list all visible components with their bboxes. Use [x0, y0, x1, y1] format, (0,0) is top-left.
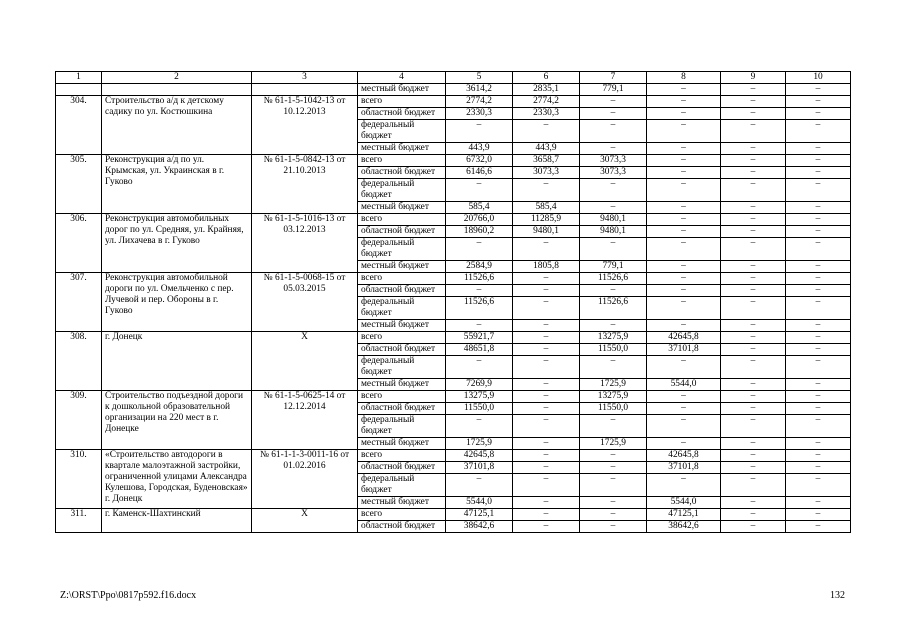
- amount-cell: 3658,7: [513, 155, 580, 167]
- amount-cell: –: [786, 438, 851, 450]
- amount-cell: –: [786, 120, 851, 143]
- amount-cell: –: [721, 120, 786, 143]
- amount-cell: –: [513, 344, 580, 356]
- amount-cell: –: [446, 415, 513, 438]
- budget-type: всего: [358, 214, 446, 226]
- amount-cell: –: [721, 96, 786, 108]
- column-header: 10: [786, 72, 851, 84]
- amount-cell: –: [446, 356, 513, 379]
- amount-cell: 11526,6: [580, 297, 647, 320]
- amount-cell: –: [513, 415, 580, 438]
- amount-cell: 585,4: [513, 202, 580, 214]
- amount-cell: –: [786, 450, 851, 462]
- budget-type: федеральный бюджет: [358, 238, 446, 261]
- table-row: [56, 450, 851, 462]
- amount-cell: –: [721, 509, 786, 521]
- amount-cell: –: [786, 379, 851, 391]
- budget-type: всего: [358, 273, 446, 285]
- amount-cell: 5544,0: [647, 379, 721, 391]
- budget-type: местный бюджет: [358, 143, 446, 155]
- row-number: 310.: [56, 450, 102, 509]
- amount-cell: –: [513, 509, 580, 521]
- object-name: г. Донецк: [102, 332, 252, 391]
- amount-cell: 3073,3: [580, 167, 647, 179]
- amount-cell: –: [580, 285, 647, 297]
- budget-type: всего: [358, 155, 446, 167]
- amount-cell: –: [580, 202, 647, 214]
- amount-cell: 3073,3: [513, 167, 580, 179]
- registration-number: Х: [252, 332, 358, 391]
- amount-cell: –: [721, 108, 786, 120]
- table-row: [56, 96, 851, 108]
- amount-cell: –: [786, 84, 851, 96]
- amount-cell: –: [721, 167, 786, 179]
- amount-cell: –: [513, 297, 580, 320]
- amount-cell: –: [647, 261, 721, 273]
- amount-cell: –: [647, 179, 721, 202]
- amount-cell: 1805,8: [513, 261, 580, 273]
- amount-cell: 48651,8: [446, 344, 513, 356]
- amount-cell: –: [580, 96, 647, 108]
- amount-cell: 11285,9: [513, 214, 580, 226]
- budget-type: всего: [358, 332, 446, 344]
- budget-type: областной бюджет: [358, 167, 446, 179]
- amount-cell: –: [647, 320, 721, 332]
- amount-cell: 3073,3: [580, 155, 647, 167]
- budget-type: федеральный бюджет: [358, 297, 446, 320]
- budget-type: местный бюджет: [358, 379, 446, 391]
- amount-cell: –: [721, 438, 786, 450]
- amount-cell: –: [721, 379, 786, 391]
- amount-cell: –: [786, 521, 851, 533]
- budget-type: федеральный бюджет: [358, 474, 446, 497]
- object-name: Реконструкция а/д по ул. Крымская, ул. Украинская в г. Гуково: [102, 155, 252, 214]
- amount-cell: –: [786, 155, 851, 167]
- row-number: 308.: [56, 332, 102, 391]
- amount-cell: 20766,0: [446, 214, 513, 226]
- budget-type: местный бюджет: [358, 202, 446, 214]
- amount-cell: 585,4: [446, 202, 513, 214]
- table-row: [56, 84, 851, 96]
- amount-cell: 1725,9: [446, 438, 513, 450]
- budget-type: областной бюджет: [358, 462, 446, 474]
- budget-type: местный бюджет: [358, 438, 446, 450]
- row-number: 306.: [56, 214, 102, 273]
- amount-cell: –: [647, 356, 721, 379]
- amount-cell: 5544,0: [647, 497, 721, 509]
- amount-cell: –: [721, 320, 786, 332]
- amount-cell: –: [513, 462, 580, 474]
- amount-cell: –: [721, 356, 786, 379]
- amount-cell: 9480,1: [513, 226, 580, 238]
- table-row: [56, 273, 851, 285]
- object-name: «Строительство автодороги в квартале малоэтажной застройки, ограниченной улицами Александра Кулешова, Городская, Буденовская» г. Донецк: [102, 450, 252, 509]
- amount-cell: –: [647, 155, 721, 167]
- amount-cell: –: [786, 179, 851, 202]
- amount-cell: 37101,8: [647, 344, 721, 356]
- amount-cell: 9480,1: [580, 214, 647, 226]
- amount-cell: –: [513, 521, 580, 533]
- amount-cell: –: [513, 320, 580, 332]
- amount-cell: –: [513, 120, 580, 143]
- amount-cell: –: [647, 202, 721, 214]
- table-row: [56, 391, 851, 403]
- budget-type: федеральный бюджет: [358, 120, 446, 143]
- amount-cell: –: [580, 179, 647, 202]
- amount-cell: –: [721, 297, 786, 320]
- amount-cell: –: [721, 238, 786, 261]
- amount-cell: –: [580, 521, 647, 533]
- amount-cell: –: [721, 391, 786, 403]
- amount-cell: –: [446, 179, 513, 202]
- amount-cell: 9480,1: [580, 226, 647, 238]
- amount-cell: 2774,2: [513, 96, 580, 108]
- amount-cell: 11526,6: [580, 273, 647, 285]
- budget-type: областной бюджет: [358, 344, 446, 356]
- amount-cell: –: [786, 143, 851, 155]
- amount-cell: –: [721, 415, 786, 438]
- amount-cell: –: [786, 344, 851, 356]
- amount-cell: –: [513, 356, 580, 379]
- amount-cell: 38642,6: [446, 521, 513, 533]
- amount-cell: –: [513, 379, 580, 391]
- amount-cell: –: [786, 238, 851, 261]
- amount-cell: –: [786, 320, 851, 332]
- column-header: 8: [647, 72, 721, 84]
- amount-cell: 13275,9: [446, 391, 513, 403]
- amount-cell: –: [786, 497, 851, 509]
- amount-cell: –: [580, 108, 647, 120]
- registration-number: № 61-1-5-1042-13 от 10.12.2013: [252, 96, 358, 155]
- amount-cell: 11550,0: [580, 344, 647, 356]
- amount-cell: –: [721, 497, 786, 509]
- amount-cell: –: [721, 84, 786, 96]
- registration-number: № 61-1-5-0842-13 от 21.10.2013: [252, 155, 358, 214]
- amount-cell: –: [721, 214, 786, 226]
- amount-cell: –: [580, 509, 647, 521]
- amount-cell: –: [721, 344, 786, 356]
- amount-cell: 38642,6: [647, 521, 721, 533]
- row-number: 311.: [56, 509, 102, 533]
- table-row: [56, 155, 851, 167]
- amount-cell: 11550,0: [580, 403, 647, 415]
- column-header: 1: [56, 72, 102, 84]
- budget-type: всего: [358, 509, 446, 521]
- amount-cell: –: [647, 96, 721, 108]
- object-name: Строительство подъездной дороги к дошкольной образовательной организации на 220 мест в г. Донецке: [102, 391, 252, 450]
- object-name: г. Каменск-Шахтинский: [102, 509, 252, 533]
- amount-cell: 6146,6: [446, 167, 513, 179]
- amount-cell: –: [647, 84, 721, 96]
- amount-cell: –: [786, 462, 851, 474]
- amount-cell: –: [513, 285, 580, 297]
- amount-cell: –: [647, 226, 721, 238]
- amount-cell: 13275,9: [580, 332, 647, 344]
- amount-cell: –: [647, 167, 721, 179]
- amount-cell: 42645,8: [446, 450, 513, 462]
- amount-cell: –: [647, 143, 721, 155]
- amount-cell: 2835,1: [513, 84, 580, 96]
- column-header: 2: [102, 72, 252, 84]
- row-number: 309.: [56, 391, 102, 450]
- amount-cell: –: [721, 474, 786, 497]
- budget-type: областной бюджет: [358, 108, 446, 120]
- column-header: 7: [580, 72, 647, 84]
- budget-type: всего: [358, 450, 446, 462]
- budget-type: всего: [358, 96, 446, 108]
- amount-cell: –: [446, 474, 513, 497]
- amount-cell: –: [580, 120, 647, 143]
- amount-cell: 7269,9: [446, 379, 513, 391]
- amount-cell: –: [580, 143, 647, 155]
- amount-cell: –: [647, 214, 721, 226]
- row-number: 304.: [56, 96, 102, 155]
- amount-cell: –: [513, 332, 580, 344]
- amount-cell: –: [513, 438, 580, 450]
- amount-cell: –: [513, 497, 580, 509]
- amount-cell: –: [721, 332, 786, 344]
- amount-cell: 779,1: [580, 261, 647, 273]
- amount-cell: –: [647, 474, 721, 497]
- page-number: 132: [830, 590, 845, 601]
- amount-cell: –: [721, 403, 786, 415]
- amount-cell: –: [647, 415, 721, 438]
- amount-cell: –: [580, 497, 647, 509]
- amount-cell: –: [721, 261, 786, 273]
- registration-number: № 61-1-5-0625-14 от 12.12.2014: [252, 391, 358, 450]
- amount-cell: –: [513, 403, 580, 415]
- amount-cell: –: [513, 273, 580, 285]
- amount-cell: –: [721, 462, 786, 474]
- amount-cell: –: [580, 462, 647, 474]
- registration-number: [252, 84, 358, 96]
- amount-cell: –: [513, 474, 580, 497]
- amount-cell: –: [513, 238, 580, 261]
- budget-type: местный бюджет: [358, 84, 446, 96]
- amount-cell: –: [580, 450, 647, 462]
- amount-cell: –: [786, 214, 851, 226]
- amount-cell: –: [647, 238, 721, 261]
- object-name: Реконструкция автомобильных дорог по ул. Средняя, ул. Крайняя, ул. Лихачева в г. Гуково: [102, 214, 252, 273]
- amount-cell: 2584,9: [446, 261, 513, 273]
- object-name: Строительство а/д к детскому садику по ул. Костюшкина: [102, 96, 252, 155]
- registration-number: № 61-1-5-1016-13 от 03.12.2013: [252, 214, 358, 273]
- budget-type: областной бюджет: [358, 226, 446, 238]
- amount-cell: –: [786, 509, 851, 521]
- budget-type: федеральный бюджет: [358, 415, 446, 438]
- amount-cell: –: [647, 403, 721, 415]
- amount-cell: –: [786, 297, 851, 320]
- file-path: Z:\ORST\Ppo\0817p592.f16.docx: [60, 590, 197, 601]
- amount-cell: –: [721, 226, 786, 238]
- registration-number: № 61-1-5-0068-15 от 05.03.2015: [252, 273, 358, 332]
- amount-cell: –: [647, 273, 721, 285]
- amount-cell: 37101,8: [446, 462, 513, 474]
- table-row: [56, 332, 851, 344]
- amount-cell: –: [580, 415, 647, 438]
- column-header: 5: [446, 72, 513, 84]
- amount-cell: 55921,7: [446, 332, 513, 344]
- amount-cell: 779,1: [580, 84, 647, 96]
- amount-cell: 443,9: [513, 143, 580, 155]
- table-row: [56, 509, 851, 521]
- object-name: Реконструкция автомобильной дороги по ул. Омельченко с пер. Лучевой и пер. Обороны в г. Гуково: [102, 273, 252, 332]
- budget-type: областной бюджет: [358, 521, 446, 533]
- registration-number: № 61-1-1-3-0011-16 от 01.02.2016: [252, 450, 358, 509]
- amount-cell: –: [786, 96, 851, 108]
- budget-type: областной бюджет: [358, 285, 446, 297]
- amount-cell: –: [446, 120, 513, 143]
- amount-cell: 37101,8: [647, 462, 721, 474]
- amount-cell: –: [446, 238, 513, 261]
- amount-cell: –: [786, 273, 851, 285]
- amount-cell: –: [786, 474, 851, 497]
- amount-cell: 1725,9: [580, 438, 647, 450]
- amount-cell: 2330,3: [446, 108, 513, 120]
- amount-cell: 443,9: [446, 143, 513, 155]
- amount-cell: 2774,2: [446, 96, 513, 108]
- amount-cell: 47125,1: [446, 509, 513, 521]
- amount-cell: –: [786, 202, 851, 214]
- row-number: 307.: [56, 273, 102, 332]
- amount-cell: –: [721, 285, 786, 297]
- amount-cell: 6732,0: [446, 155, 513, 167]
- amount-cell: 47125,1: [647, 509, 721, 521]
- amount-cell: –: [786, 226, 851, 238]
- amount-cell: –: [580, 356, 647, 379]
- amount-cell: –: [721, 155, 786, 167]
- table-row: [56, 214, 851, 226]
- budget-type: федеральный бюджет: [358, 179, 446, 202]
- amount-cell: –: [786, 391, 851, 403]
- budget-type: местный бюджет: [358, 497, 446, 509]
- amount-cell: –: [513, 179, 580, 202]
- budget-type: федеральный бюджет: [358, 356, 446, 379]
- amount-cell: –: [786, 415, 851, 438]
- amount-cell: –: [721, 273, 786, 285]
- amount-cell: –: [513, 391, 580, 403]
- amount-cell: –: [446, 285, 513, 297]
- amount-cell: –: [580, 474, 647, 497]
- amount-cell: –: [647, 120, 721, 143]
- amount-cell: 42645,8: [647, 450, 721, 462]
- amount-cell: –: [647, 438, 721, 450]
- amount-cell: –: [786, 285, 851, 297]
- amount-cell: 11526,6: [446, 297, 513, 320]
- header-row: [56, 72, 851, 84]
- amount-cell: –: [446, 320, 513, 332]
- budget-type: всего: [358, 391, 446, 403]
- budget-table: [55, 71, 851, 533]
- amount-cell: 3614,2: [446, 84, 513, 96]
- amount-cell: –: [786, 167, 851, 179]
- amount-cell: –: [647, 108, 721, 120]
- column-header: 3: [252, 72, 358, 84]
- amount-cell: 5544,0: [446, 497, 513, 509]
- amount-cell: –: [580, 320, 647, 332]
- budget-type: местный бюджет: [358, 261, 446, 273]
- amount-cell: –: [721, 179, 786, 202]
- amount-cell: –: [786, 332, 851, 344]
- amount-cell: 18960,2: [446, 226, 513, 238]
- amount-cell: 2330,3: [513, 108, 580, 120]
- amount-cell: –: [786, 356, 851, 379]
- amount-cell: 11526,6: [446, 273, 513, 285]
- row-number: 305.: [56, 155, 102, 214]
- amount-cell: –: [513, 450, 580, 462]
- amount-cell: 13275,9: [580, 391, 647, 403]
- amount-cell: –: [647, 391, 721, 403]
- budget-type: областной бюджет: [358, 403, 446, 415]
- amount-cell: –: [721, 521, 786, 533]
- amount-cell: 11550,0: [446, 403, 513, 415]
- amount-cell: –: [721, 143, 786, 155]
- column-header: 9: [721, 72, 786, 84]
- row-number: [56, 84, 102, 96]
- amount-cell: –: [580, 238, 647, 261]
- amount-cell: –: [786, 108, 851, 120]
- column-header: 4: [358, 72, 446, 84]
- registration-number: Х: [252, 509, 358, 533]
- amount-cell: –: [721, 450, 786, 462]
- amount-cell: 42645,8: [647, 332, 721, 344]
- amount-cell: –: [786, 403, 851, 415]
- amount-cell: –: [721, 202, 786, 214]
- amount-cell: 1725,9: [580, 379, 647, 391]
- amount-cell: –: [786, 261, 851, 273]
- column-header: 6: [513, 72, 580, 84]
- object-name: [102, 84, 252, 96]
- amount-cell: –: [647, 285, 721, 297]
- budget-type: местный бюджет: [358, 320, 446, 332]
- amount-cell: –: [647, 297, 721, 320]
